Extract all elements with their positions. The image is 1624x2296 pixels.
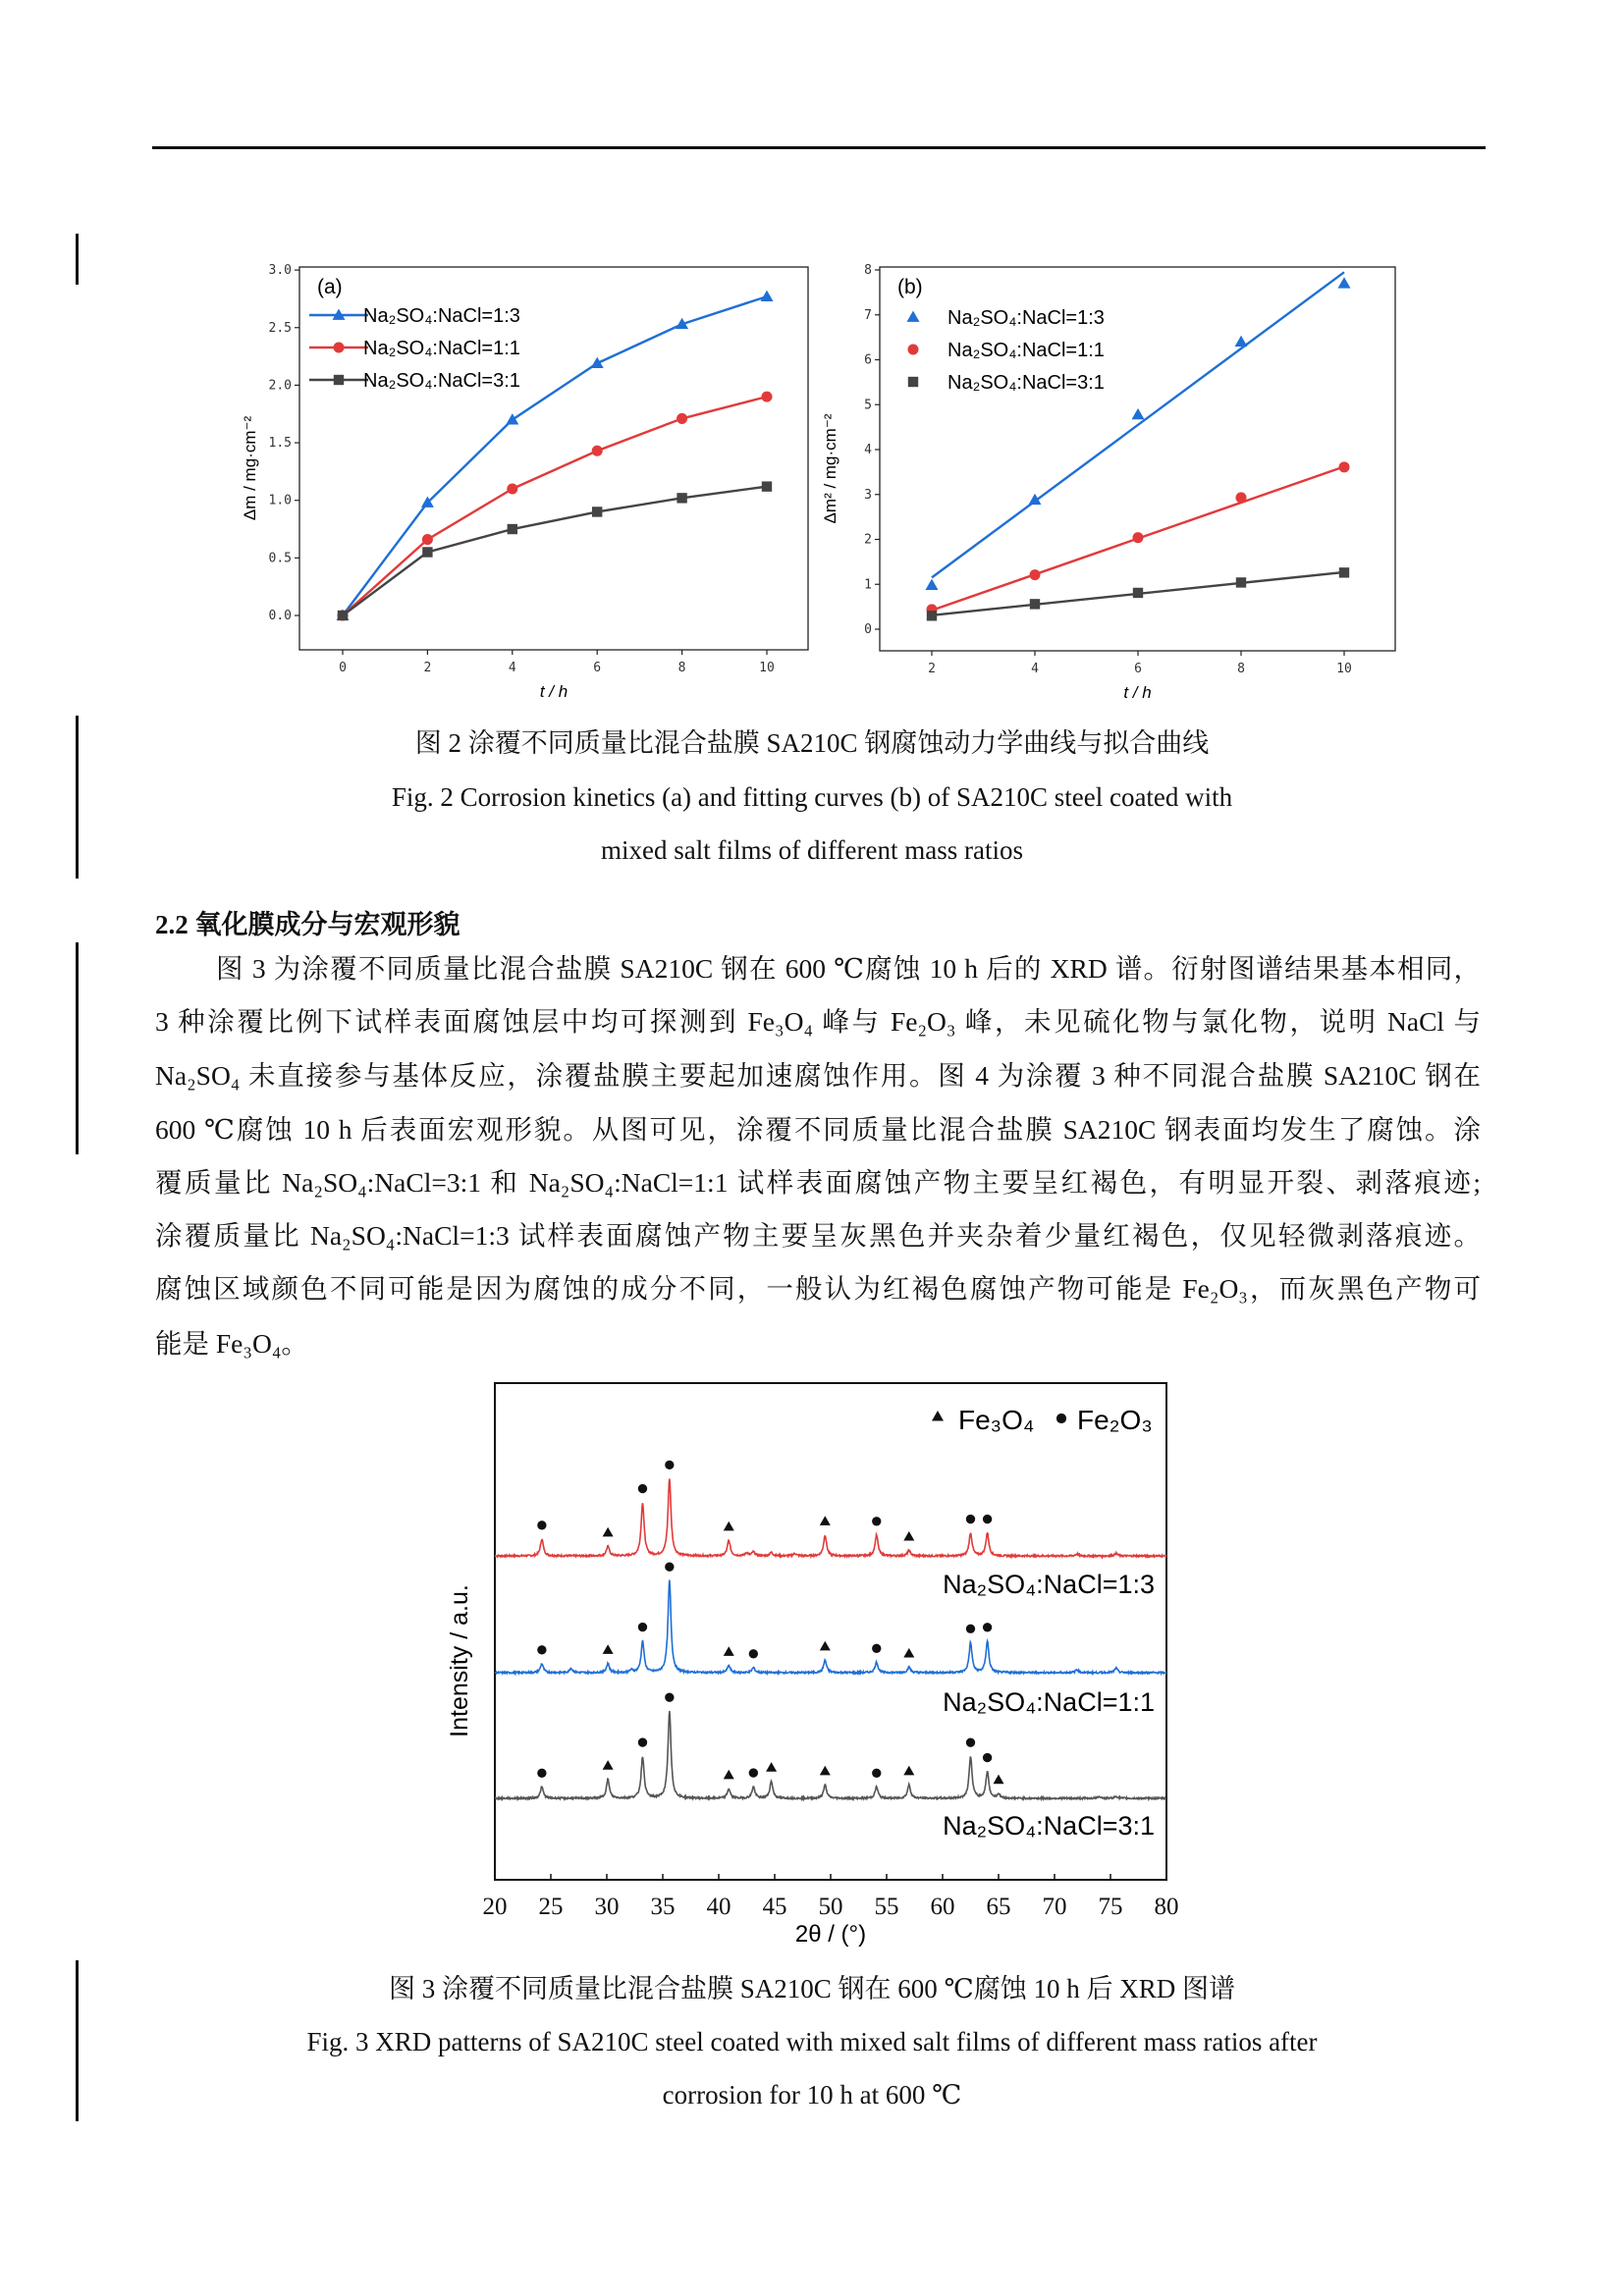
data-point	[422, 547, 432, 557]
y-tick-label: 0	[864, 622, 872, 637]
data-point	[677, 493, 686, 503]
fe2o3-peak-marker	[665, 1461, 674, 1469]
x-tick-label: 20	[482, 1894, 508, 1920]
fe3o4-peak-marker	[820, 1766, 831, 1776]
fe2o3-peak-marker	[872, 1644, 881, 1653]
fe3o4-peak-marker	[903, 1531, 914, 1541]
data-point	[422, 534, 433, 545]
y-tick-label: 3.0	[268, 263, 292, 279]
paragraph-line: Na₂SO₄ 未直接参与基体反应，涂覆盐膜主要起加速腐蚀作用。图 4 为涂覆 3 种不同混合盐膜 SA210C 钢在	[155, 1060, 1481, 1091]
data-point	[1235, 492, 1246, 503]
x-tick-label: 60	[930, 1894, 955, 1920]
legend-marker	[908, 377, 918, 387]
fe3o4-peak-marker	[603, 1527, 614, 1537]
legend-label: Na₂SO₄:NaCl=1:3	[947, 307, 1105, 329]
fe2o3-peak-marker	[749, 1768, 758, 1777]
y-tick-label: 7	[864, 307, 872, 323]
legend-label: Na₂SO₄:NaCl=3:1	[363, 370, 520, 392]
section-heading: 2.2 氧化膜成分与宏观形貌	[155, 910, 460, 939]
data-point	[1030, 599, 1040, 609]
data-point	[926, 579, 939, 590]
fe2o3-peak-marker	[638, 1737, 647, 1746]
chart-panel-a	[241, 263, 808, 701]
paragraph-line: 能是 Fe₃O₄。	[155, 1328, 308, 1359]
x-tick-label: 25	[538, 1894, 564, 1920]
paragraph-line: 600 ℃腐蚀 10 h 后表面宏观形貌。从图可见，涂覆不同质量比混合盐膜 SA210C 钢表面均发生了腐蚀。涂	[155, 1114, 1481, 1145]
x-tick-label: 4	[508, 661, 516, 675]
series-2	[908, 372, 1349, 620]
data-point	[761, 291, 774, 301]
xrd-chart	[446, 1383, 1179, 1948]
y-tick-label: 4	[864, 443, 872, 457]
fe2o3-peak-marker	[638, 1623, 647, 1631]
y-tick-label: 0.0	[268, 609, 292, 623]
x-tick-label: 2	[928, 662, 936, 676]
y-tick-label: 5	[864, 398, 872, 413]
fe3o4-peak-marker	[603, 1644, 614, 1654]
fe3o4-peak-marker	[820, 1641, 831, 1651]
fe3o4-peak-marker	[903, 1648, 914, 1658]
y-tick-label: 2.0	[268, 378, 292, 394]
legend-marker	[333, 342, 344, 352]
fe2o3-legend-marker	[1056, 1414, 1066, 1423]
legend-marker	[907, 344, 918, 354]
x-tick-label: 0	[339, 661, 347, 675]
data-point	[1236, 577, 1246, 587]
paragraph-line: 覆质量比 Na₂SO₄:NaCl=3:1 和 Na₂SO₄:NaCl=1:1 试样表面腐蚀产物主要呈红褐色，有明显开裂、剥落痕迹;	[155, 1167, 1481, 1198]
fe2o3-peak-marker	[983, 1515, 992, 1523]
fe2o3-peak-marker	[749, 1649, 758, 1658]
y-tick-label: 2.5	[268, 320, 292, 336]
fe3o4-peak-marker	[724, 1522, 734, 1531]
x-tick-label: 70	[1042, 1894, 1067, 1920]
data-point	[1338, 277, 1351, 288]
fe2o3-peak-marker	[537, 1645, 546, 1654]
plot-frame	[495, 1383, 1166, 1880]
x-tick-label: 45	[762, 1894, 787, 1920]
y-axis-label: Intensity / a.u.	[446, 1584, 473, 1737]
panel-label: (b)	[897, 276, 923, 298]
x-tick-label: 50	[818, 1894, 843, 1920]
fe2o3-peak-marker	[966, 1625, 975, 1633]
data-point	[592, 446, 603, 456]
data-point	[506, 413, 518, 424]
fe3o4-peak-marker	[724, 1770, 734, 1780]
x-tick-label: 10	[759, 661, 775, 675]
series-line	[343, 487, 767, 615]
trace-label: Na₂SO₄:NaCl=1:3	[943, 1570, 1155, 1599]
x-tick-label: 6	[593, 661, 602, 675]
fe2o3-peak-marker	[537, 1521, 546, 1529]
fe3o4-legend-marker	[932, 1411, 944, 1421]
fig3-caption-en-1: Fig. 3 XRD patterns of SA210C steel coated with mixed salt films of different mass ratios after	[306, 2027, 1318, 2056]
paragraph-line: 图 3 为涂覆不同质量比混合盐膜 SA210C 钢在 600 ℃腐蚀 10 h 后的 XRD 谱。衍射图谱结果基本相同，	[216, 953, 1481, 984]
data-point	[1132, 532, 1143, 543]
x-tick-label: 4	[1031, 662, 1039, 676]
y-axis-label: Δm² / mg·cm⁻²	[821, 413, 839, 524]
data-point	[1235, 336, 1248, 347]
data-point	[1029, 569, 1040, 580]
legend-label: Na₂SO₄:NaCl=1:1	[363, 338, 520, 359]
data-point	[1133, 588, 1143, 598]
fig3-caption-cn: 图 3 涂覆不同质量比混合盐膜 SA210C 钢在 600 ℃腐蚀 10 h 后 XRD 图谱	[389, 1974, 1235, 2003]
fe2o3-peak-marker	[966, 1515, 975, 1523]
x-tick-label: 2	[423, 661, 432, 675]
fe2o3-peak-marker	[638, 1484, 647, 1493]
fe3o4-peak-marker	[724, 1646, 734, 1656]
data-point	[338, 611, 348, 620]
y-tick-label: 8	[864, 263, 872, 278]
x-tick-label: 8	[1237, 662, 1245, 676]
data-point	[762, 481, 772, 491]
fe2o3-legend-label: Fe₂O₃	[1077, 1405, 1153, 1435]
xrd-trace-0	[495, 1461, 1166, 1599]
fe3o4-peak-marker	[994, 1775, 1004, 1785]
fig2-caption-en-2: mixed salt films of different mass ratios	[601, 835, 1023, 865]
y-tick-label: 1	[864, 577, 872, 593]
y-tick-label: 1.5	[268, 436, 292, 452]
fe2o3-peak-marker	[665, 1693, 674, 1702]
trace-label: Na₂SO₄:NaCl=3:1	[943, 1811, 1155, 1841]
x-tick-label: 55	[874, 1894, 899, 1920]
fig2-caption-en-1: Fig. 2 Corrosion kinetics (a) and fitting curves (b) of SA210C steel coated with	[391, 782, 1233, 812]
fe3o4-peak-marker	[603, 1760, 614, 1770]
panel-label: (a)	[317, 276, 343, 298]
data-point	[1338, 461, 1349, 472]
x-tick-label: 75	[1098, 1894, 1123, 1920]
x-tick-label: 40	[706, 1894, 731, 1920]
xrd-legend	[932, 1405, 1153, 1435]
x-tick-label: 30	[594, 1894, 620, 1920]
fe2o3-peak-marker	[966, 1737, 975, 1746]
fe2o3-peak-marker	[537, 1769, 546, 1778]
paragraph-line: 腐蚀区域颜色不同可能是因为腐蚀的成分不同，一般认为红褐色腐蚀产物可能是 Fe₂O₃，而灰黑色产物可	[155, 1273, 1481, 1304]
fig2-caption-cn: 图 2 涂覆不同质量比混合盐膜 SA210C 钢腐蚀动力学曲线与拟合曲线	[414, 728, 1210, 758]
x-tick-label: 65	[986, 1894, 1011, 1920]
fe2o3-peak-marker	[872, 1769, 881, 1778]
paragraph-line: 3 种涂覆比例下试样表面腐蚀层中均可探测到 Fe₃O₄ 峰与 Fe₂O₃ 峰，未见硫化物与氯化物，说明 NaCl 与	[155, 1006, 1481, 1037]
legend-marker	[334, 375, 344, 385]
series-line	[343, 397, 767, 615]
paragraph-line: 涂覆质量比 Na₂SO₄:NaCl=1:3 试样表面腐蚀产物主要呈灰黑色并夹杂着少量红褐色，仅见轻微剥落痕迹。	[155, 1220, 1481, 1251]
x-tick-label: 10	[1336, 662, 1352, 676]
fe3o4-peak-marker	[820, 1516, 831, 1525]
data-point	[677, 413, 687, 424]
y-tick-label: 0.5	[268, 551, 292, 566]
legend-label: Na₂SO₄:NaCl=1:3	[363, 305, 520, 327]
xrd-line	[495, 1711, 1166, 1799]
x-axis-label: t / h	[1123, 683, 1152, 702]
y-tick-label: 2	[864, 532, 872, 548]
x-axis-label: t / h	[539, 682, 568, 701]
y-axis-label: Δm / mg·cm⁻²	[241, 415, 259, 521]
data-point	[507, 483, 517, 494]
legend-label: Na₂SO₄:NaCl=3:1	[947, 372, 1105, 394]
fe2o3-peak-marker	[665, 1563, 674, 1572]
x-tick-label: 80	[1154, 1894, 1179, 1920]
x-tick-label: 35	[650, 1894, 676, 1920]
y-tick-label: 6	[864, 352, 872, 368]
fig3-caption-en-2: corrosion for 10 h at 600 ℃	[662, 2080, 962, 2109]
y-tick-label: 1.0	[268, 493, 292, 508]
legend-label: Na₂SO₄:NaCl=1:1	[947, 340, 1105, 361]
data-point	[927, 611, 937, 620]
xrd-line	[495, 1479, 1166, 1557]
data-point	[508, 524, 517, 534]
data-point	[761, 392, 772, 402]
data-point	[1132, 408, 1145, 419]
fe2o3-peak-marker	[872, 1517, 881, 1525]
trace-label: Na₂SO₄:NaCl=1:1	[943, 1687, 1155, 1717]
fe3o4-legend-label: Fe₃O₄	[958, 1405, 1035, 1435]
x-axis-label: 2θ / (°)	[794, 1921, 867, 1948]
x-tick-label: 8	[677, 661, 686, 675]
fe3o4-peak-marker	[766, 1762, 777, 1772]
chart-panel-b	[821, 263, 1395, 702]
data-point	[1339, 567, 1349, 577]
x-tick-label: 6	[1134, 662, 1142, 676]
y-tick-label: 3	[864, 487, 872, 503]
fe3o4-peak-marker	[903, 1766, 914, 1776]
fe2o3-peak-marker	[983, 1623, 992, 1631]
data-point	[592, 507, 602, 516]
legend-marker	[907, 311, 920, 322]
fe2o3-peak-marker	[983, 1753, 992, 1762]
